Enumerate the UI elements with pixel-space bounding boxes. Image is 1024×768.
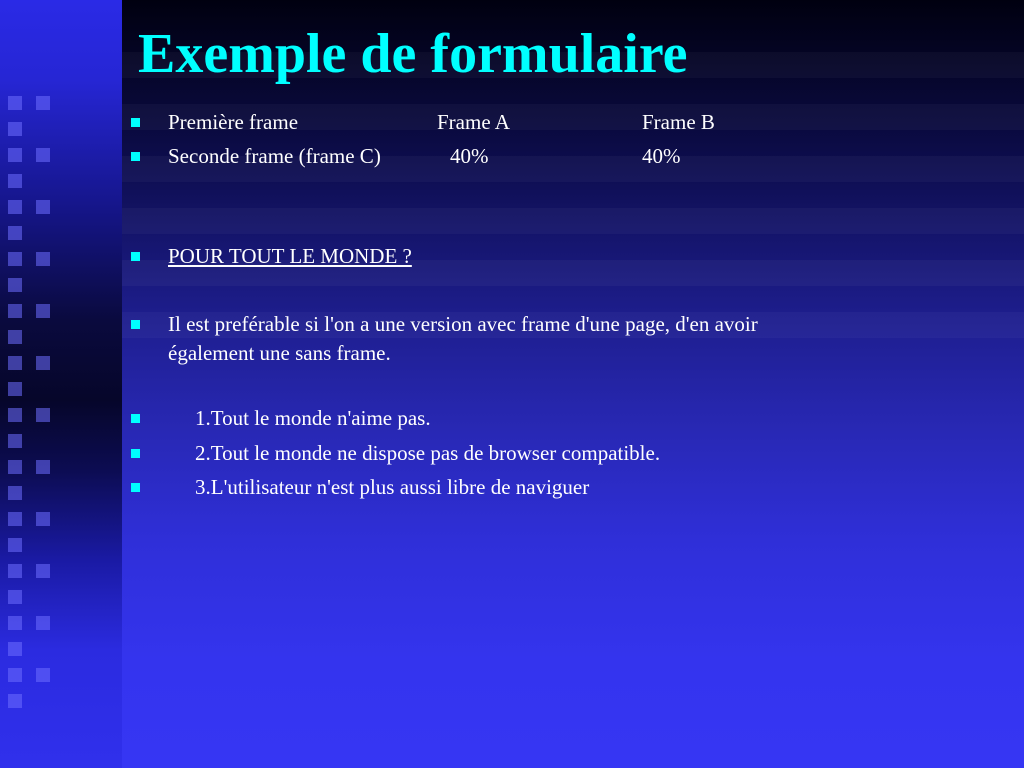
decorative-square (8, 96, 22, 110)
row-frame-b: Frame B (642, 110, 715, 134)
slide-title: Exemple de formulaire (138, 23, 688, 85)
decorative-square (8, 564, 22, 578)
paragraph-line: Il est preférable si l'on a une version avec frame d'une page, d'en avoir (168, 312, 758, 336)
decorative-square (8, 434, 22, 448)
decorative-square (36, 148, 50, 162)
decorative-square (8, 382, 22, 396)
decorative-square (36, 304, 50, 318)
decorative-square (8, 694, 22, 708)
row-frame-a-value: 40% (450, 144, 489, 168)
point-item: 2.Tout le monde ne dispose pas de browser compatible. (195, 441, 661, 465)
decorative-square (8, 460, 22, 474)
decorative-square (36, 408, 50, 422)
section-heading: POUR TOUT LE MONDE ? (168, 244, 412, 268)
decorative-square (8, 200, 22, 214)
point-item: 1.Tout le monde n'aime pas. (195, 406, 431, 430)
decorative-square (36, 252, 50, 266)
decorative-square (36, 356, 50, 370)
decorative-square (36, 512, 50, 526)
bullet-square (131, 320, 140, 329)
decorative-square (36, 616, 50, 630)
decorative-square (36, 564, 50, 578)
row-label: Seconde frame (frame C) (168, 144, 381, 168)
decorative-square (36, 200, 50, 214)
decorative-square (8, 148, 22, 162)
decorative-square (8, 122, 22, 136)
decorative-square (8, 616, 22, 630)
decorative-square (8, 590, 22, 604)
paragraph-line: également une sans frame. (168, 341, 391, 365)
bullet-square (131, 414, 140, 423)
decorative-square (8, 278, 22, 292)
decorative-square (36, 460, 50, 474)
decorative-square (8, 408, 22, 422)
decorative-square (8, 668, 22, 682)
decorative-square (8, 356, 22, 370)
bullet-square (131, 449, 140, 458)
row-frame-a: Frame A (437, 110, 510, 134)
decorative-square (8, 486, 22, 500)
decorative-square (8, 512, 22, 526)
decorative-square (8, 304, 22, 318)
point-item: 3.L'utilisateur n'est plus aussi libre de naviguer (195, 475, 590, 499)
decorative-square (8, 538, 22, 552)
bullet-square (131, 118, 140, 127)
decorative-square (8, 330, 22, 344)
row-label: Première frame (168, 110, 299, 134)
decorative-square (8, 252, 22, 266)
decorative-square (8, 642, 22, 656)
background-stripe (122, 208, 1024, 234)
left-decorative-band (0, 0, 122, 768)
decorative-square (8, 174, 22, 188)
bullet-square (131, 483, 140, 492)
row-frame-b-value: 40% (642, 144, 681, 168)
decorative-square (36, 96, 50, 110)
decorative-square (36, 668, 50, 682)
decorative-square (8, 226, 22, 240)
bullet-square (131, 252, 140, 261)
bullet-square (131, 152, 140, 161)
